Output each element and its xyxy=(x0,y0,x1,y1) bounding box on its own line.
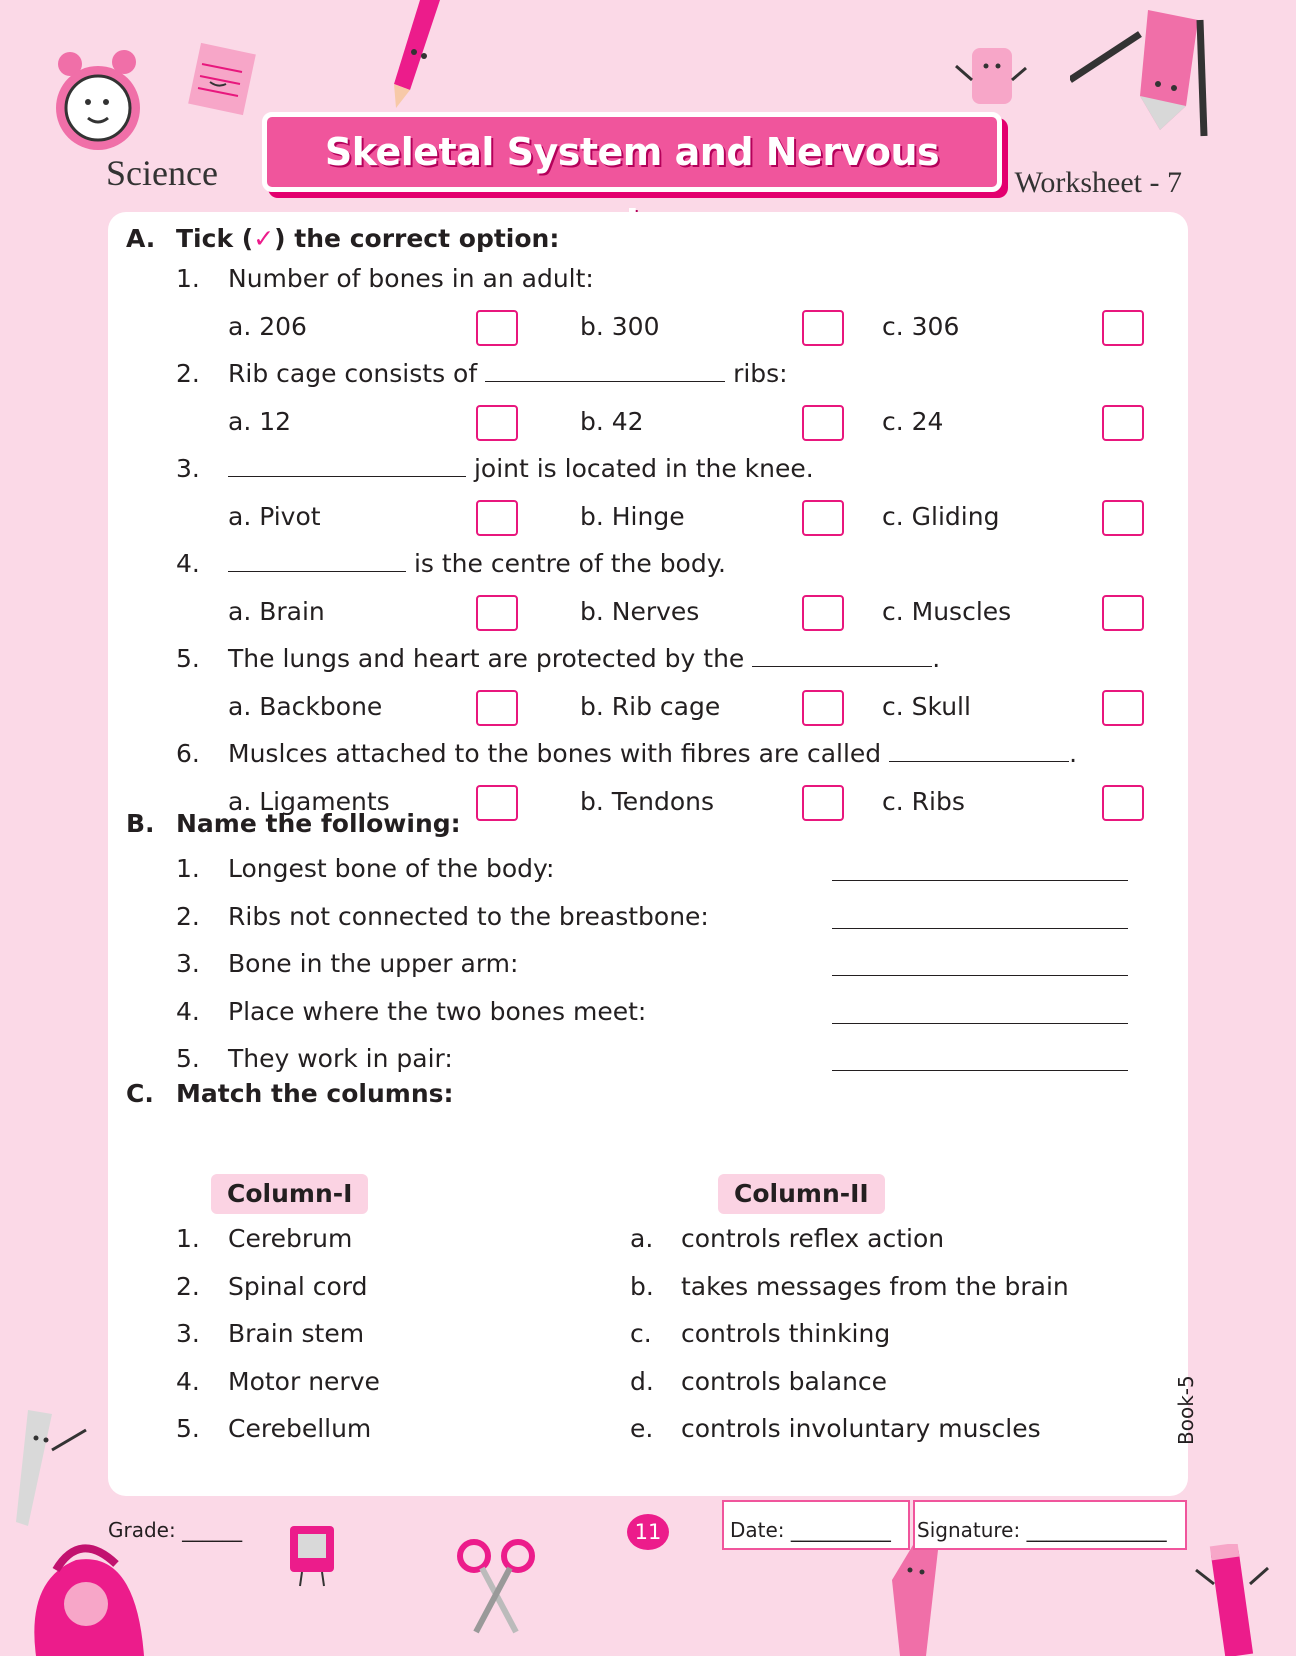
option-label: c. Ribs xyxy=(882,787,965,816)
tick-checkbox[interactable] xyxy=(802,785,844,821)
match-term[interactable]: Cerebellum xyxy=(228,1414,372,1443)
answer-blank[interactable] xyxy=(485,359,725,382)
answer-line[interactable] xyxy=(832,880,1128,881)
pencil-icon xyxy=(1070,10,1210,140)
grade-field[interactable]: Grade: ______ xyxy=(108,1518,243,1542)
section-heading: Match the columns: xyxy=(176,1079,454,1108)
section-heading: Name the following: xyxy=(176,809,461,838)
answer-blank[interactable] xyxy=(228,454,466,477)
item-number: 2. xyxy=(176,901,200,931)
alarm-clock-icon xyxy=(52,44,152,164)
option-label: c. 24 xyxy=(882,407,944,436)
tick-checkbox[interactable] xyxy=(476,310,518,346)
column-one-title: Column-I xyxy=(211,1174,368,1214)
item-number: 5. xyxy=(176,1044,200,1073)
tick-checkbox[interactable] xyxy=(476,405,518,441)
tick-icon: ✓ xyxy=(253,224,275,253)
tick-checkbox[interactable] xyxy=(1102,785,1144,821)
option-label: a. Brain xyxy=(228,597,325,626)
option-label: c. Gliding xyxy=(882,502,1000,531)
item-text: Ribs not connected to the breastbone: xyxy=(228,901,709,931)
match-term[interactable]: Spinal cord xyxy=(228,1271,368,1301)
tick-checkbox[interactable] xyxy=(476,595,518,631)
column-two-title: Column-II xyxy=(718,1174,885,1214)
item-text: Longest bone of the body: xyxy=(228,854,555,883)
signature-field[interactable]: Signature: ______________ xyxy=(917,1518,1167,1542)
match-description[interactable]: controls thinking xyxy=(681,1319,891,1348)
item-text: Bone in the upper arm: xyxy=(228,949,519,978)
notepad-icon xyxy=(176,42,264,122)
section-heading: Tick (✓) the correct option: xyxy=(176,224,560,253)
question-text: Muslces attached to the bones with fibres are called . xyxy=(228,739,1078,768)
tick-checkbox[interactable] xyxy=(476,690,518,726)
page-number: 11 xyxy=(627,1514,669,1550)
tick-checkbox[interactable] xyxy=(1102,595,1144,631)
option-label: a. 206 xyxy=(228,312,307,341)
option-label: c. Skull xyxy=(882,692,971,721)
match-description[interactable]: controls involuntary muscles xyxy=(681,1414,1041,1443)
question-text: The lungs and heart are protected by the . xyxy=(228,644,941,673)
worksheet-number: Worksheet - 7 xyxy=(1014,166,1182,199)
question-text: Rib cage consists of ribs: xyxy=(228,359,788,388)
question-number: 5. xyxy=(176,644,200,673)
question-number: 6. xyxy=(176,739,200,768)
pencil-icon xyxy=(380,0,450,110)
option-label: a. Ligaments xyxy=(228,787,390,816)
eraser-icon xyxy=(950,40,1030,120)
question-number: 2. xyxy=(176,359,200,388)
match-letter: d. xyxy=(630,1366,654,1396)
item-text: They work in pair: xyxy=(228,1044,453,1073)
section-letter: C. xyxy=(126,1079,154,1108)
tick-checkbox[interactable] xyxy=(476,785,518,821)
section-letter: B. xyxy=(126,809,155,838)
book-label: Book-5 xyxy=(1174,1375,1198,1445)
match-number: 1. xyxy=(176,1224,200,1253)
question-number: 1. xyxy=(176,264,200,293)
tick-checkbox[interactable] xyxy=(802,595,844,631)
match-term[interactable]: Motor nerve xyxy=(228,1366,380,1396)
option-label: b. Hinge xyxy=(580,502,685,531)
answer-blank[interactable] xyxy=(228,549,406,572)
tick-checkbox[interactable] xyxy=(1102,405,1144,441)
match-number: 4. xyxy=(176,1366,200,1396)
tick-checkbox[interactable] xyxy=(1102,690,1144,726)
match-letter: a. xyxy=(630,1224,654,1253)
tick-checkbox[interactable] xyxy=(1102,500,1144,536)
answer-line[interactable] xyxy=(832,928,1128,929)
tick-checkbox[interactable] xyxy=(802,310,844,346)
question-number: 4. xyxy=(176,549,200,578)
match-number: 2. xyxy=(176,1271,200,1301)
match-description[interactable]: controls reflex action xyxy=(681,1224,945,1253)
worksheet-card xyxy=(108,212,1188,1496)
match-description[interactable]: takes messages from the brain xyxy=(681,1271,1069,1301)
question-number: 3. xyxy=(176,454,200,483)
option-label: b. 300 xyxy=(580,312,660,341)
item-number: 3. xyxy=(176,949,200,978)
match-letter: b. xyxy=(630,1271,654,1301)
answer-line[interactable] xyxy=(832,1070,1128,1071)
tick-checkbox[interactable] xyxy=(802,500,844,536)
match-description[interactable]: controls balance xyxy=(681,1366,888,1396)
tick-checkbox[interactable] xyxy=(802,690,844,726)
match-number: 5. xyxy=(176,1414,200,1443)
option-label: a. Backbone xyxy=(228,692,383,721)
subject-label: Science xyxy=(106,153,218,193)
match-term[interactable]: Brain stem xyxy=(228,1319,365,1348)
pencil-icon xyxy=(1192,1544,1282,1656)
question-text: is the centre of the body. xyxy=(228,549,726,578)
question-text: joint is located in the knee. xyxy=(228,454,814,483)
pencil-icon xyxy=(880,1540,960,1656)
option-label: c. Muscles xyxy=(882,597,1012,626)
option-label: a. Pivot xyxy=(228,502,321,531)
option-label: c. 306 xyxy=(882,312,960,341)
option-label: b. Tendons xyxy=(580,787,715,816)
section-letter: A. xyxy=(126,224,156,253)
option-label: a. 12 xyxy=(228,407,292,436)
tick-checkbox[interactable] xyxy=(1102,310,1144,346)
item-number: 4. xyxy=(176,996,200,1026)
option-label: b. Rib cage xyxy=(580,692,721,721)
match-term[interactable]: Cerebrum xyxy=(228,1224,353,1253)
item-number: 1. xyxy=(176,854,200,883)
date-field[interactable]: Date: __________ xyxy=(730,1518,891,1542)
match-letter: c. xyxy=(630,1319,652,1348)
tick-checkbox[interactable] xyxy=(476,500,518,536)
answer-blank[interactable] xyxy=(889,739,1069,762)
option-label: b. Nerves xyxy=(580,597,700,626)
ruler-icon xyxy=(10,1410,90,1530)
tick-checkbox[interactable] xyxy=(802,405,844,441)
question-text: Number of bones in an adult: xyxy=(228,264,594,293)
worksheet-title: Skeletal System and Nervous xyxy=(262,112,1002,192)
option-label: b. 42 xyxy=(580,407,644,436)
item-text: Place where the two bones meet: xyxy=(228,996,647,1026)
answer-line[interactable] xyxy=(832,975,1128,976)
pencil-sharpener-icon xyxy=(284,1520,344,1590)
answer-line[interactable] xyxy=(832,1023,1128,1024)
answer-blank[interactable] xyxy=(752,644,932,667)
scissors-icon xyxy=(456,1536,536,1636)
match-number: 3. xyxy=(176,1319,200,1348)
match-letter: e. xyxy=(630,1414,654,1443)
